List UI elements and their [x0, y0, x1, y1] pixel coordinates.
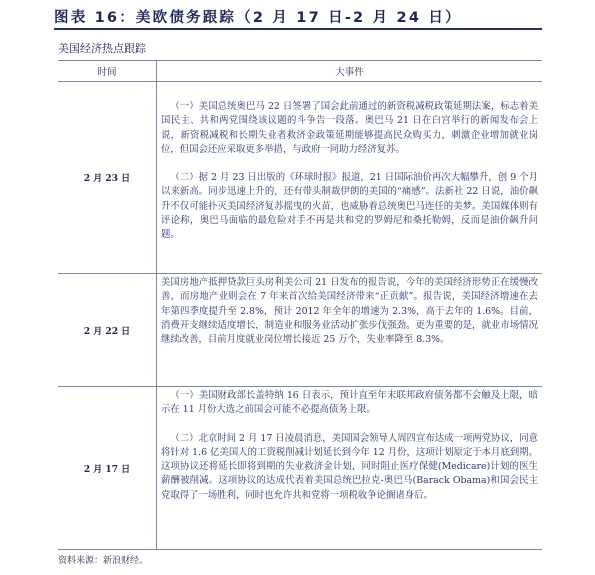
event-paragraph: （二）北京时间 2 月 17 日凌晨消息，美国国会领导人周四宣布达成一项两党协议，同意将针对 1.6 亿美国人的工资税削减计划延长到今年 12 月份，这项计划原定于本月底到期。这项协议还将延长即将到期的失业救济金计划，同时阻止医疗保健(Medicare)计划的医生薪酬被削减。这项协议的达成代表着美国总统巴拉克-奥巴马(Barack Obama)和国会民主党取得了一场胜利，同时也允许共和党将一项税收争论搁诸身后。: [161, 432, 538, 501]
table-row: [58, 387, 542, 550]
table-row: [58, 82, 542, 274]
page-title: 图表 16：美欧债务跟踪（2 月 17 日-2 月 24 日）: [54, 10, 462, 26]
table-header-row: [58, 61, 542, 82]
row-events: [157, 82, 543, 274]
table-row: [58, 274, 542, 387]
row-events: [157, 274, 543, 387]
row-events: [157, 387, 543, 550]
tracking-table: [58, 60, 542, 550]
event-paragraph: 美国房地产抵押贷款巨头房利美公司 21 日发布的报告说，今年的美国经济形势正在缓慢改善，而房地产业则会在 7 年来首次给美国经济带来“正贡献”。报告说，美国经济增速在去年第四季度提升至 2.8%，预计 2012 年全年的增速为 2.3%，高于去年的 1.6%。目前，消费开支继续适度增长，制造业和服务业活动扩张步伐强劲。更为重要的是，就业市场情况继续改善，目前月度就业岗位增长接近 25 万个，失业率降至 8.3%。: [161, 277, 538, 346]
header-events: 大事件: [157, 61, 543, 82]
source-note: 资料来源：新浪财经。: [58, 556, 149, 566]
event-paragraph: （一）美国总统奥巴马 22 日签署了国会此前通过的新资税减税政策延期法案，标志着美国民主、共和两党围绕该议题的斗争告一段落。奥巴马 21 日在白宫举行的新闻发布会上说，新资税减税和长期失业者救济金政策延期能够提高民众购买力，刺激企业增加就业岗位，但国会还应采取更多举措，与政府一同助力经济复苏。: [161, 101, 538, 155]
row-date: 2 月 23 日: [58, 82, 157, 274]
section-title: 美国经济热点跟踪: [58, 42, 146, 55]
row-date: 2 月 17 日: [58, 387, 157, 550]
row-date: 2 月 22 日: [58, 274, 157, 387]
header-time: 时间: [58, 61, 157, 82]
event-paragraph: （二）据 2 月 23 日出版的《环球时报》报道，21 日国际油价再次大幅攀升，创 9 个月以来新高。同步迅速上升的，还有带头制裁伊朗的美国的“痛感”。法新社 22 日说，油价飙升不仅可能扑灭美国经济复苏摇曳的火苗，也威胁着总统奥巴马连任的美梦。美国媒体则有评论称，奥巴马面临的最危险对手不再是共和党的罗姆尼和桑托勒姆，反而是油价飙升问题。: [161, 172, 538, 241]
event-paragraph: （一）美国财政部长盖特纳 16 日表示，预计直至年末联邦政府债务都不会触及上限，暗示在 11 月份大选之前国会可能不必提高债务上限。: [161, 390, 538, 416]
title-divider: [54, 28, 542, 30]
